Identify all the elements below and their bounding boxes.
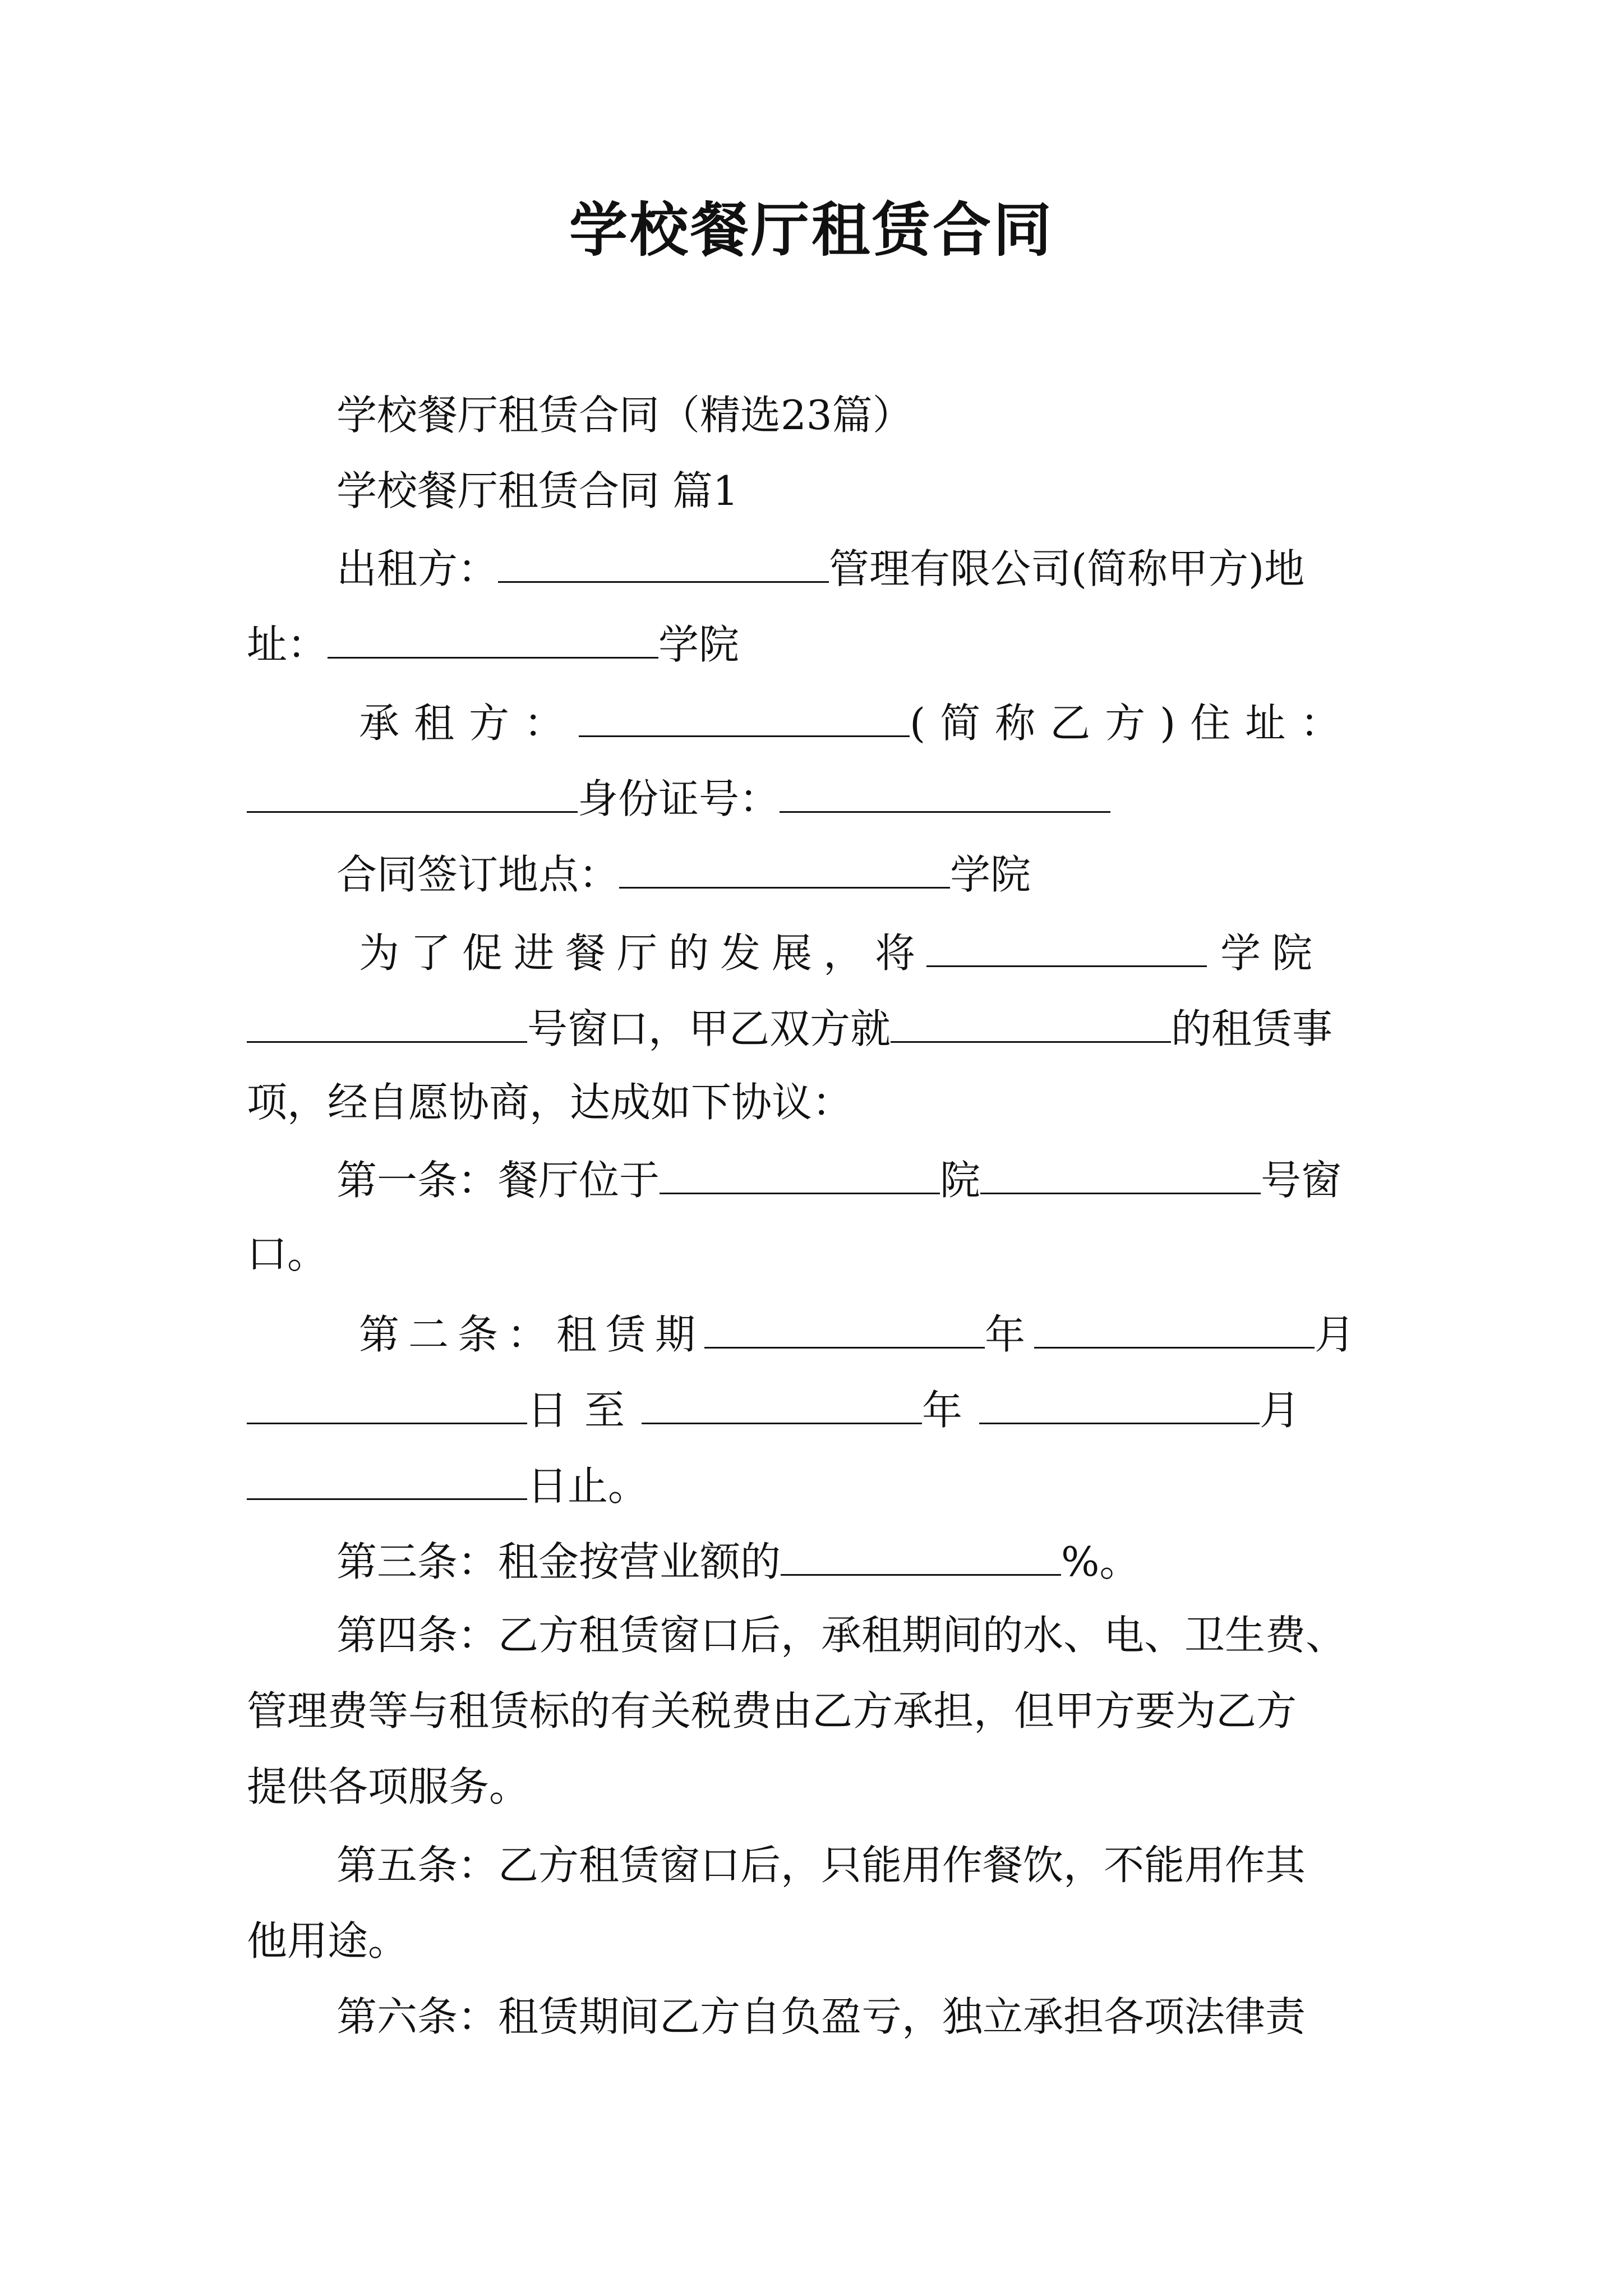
purpose-blank-2[interactable] (247, 999, 527, 1043)
lessee-tail: (简称乙方)住址： (910, 700, 1355, 747)
article-2-text-a: 第二条：租赁期 (359, 1311, 705, 1358)
article-1-text-d: 口。 (247, 1230, 328, 1277)
article-5-text-2: 他用途。 (247, 1917, 409, 1964)
id-number-blank[interactable] (780, 769, 1110, 813)
purpose-line-3 (247, 1074, 1385, 1130)
article-3-text-a: 第三条：租金按营业额的 (336, 1538, 781, 1585)
article-1-line-2 (247, 1226, 1385, 1282)
article-1-blank-1[interactable] (660, 1150, 940, 1194)
purpose-line-1 (247, 923, 1497, 979)
article-4-text-2: 管理费等与租赁标的有关税费由乙方承担，但甲方要为乙方 (247, 1687, 1297, 1734)
purpose-line-2 (247, 999, 1385, 1055)
article-2-blank-3[interactable] (247, 1380, 527, 1424)
article-1-line-1 (247, 1150, 1475, 1206)
article-6-text-1: 第六条：租赁期间乙方自负盈亏，独立承担各项法律责 (336, 1993, 1306, 2040)
lessee-label: 承租方： (359, 700, 579, 747)
section-heading-text: 学校餐厅租赁合同 篇1 (336, 467, 739, 514)
article-4-text-3: 提供各项服务。 (247, 1763, 530, 1810)
article-2-blank-4[interactable] (642, 1380, 922, 1424)
article-6-line-1 (247, 1989, 1475, 2045)
purpose-text-d: 的租赁事 (1171, 1005, 1333, 1052)
lessee-line (247, 693, 1497, 749)
article-2-text-e: 年 (922, 1387, 980, 1434)
purpose-text-c: 号窗口，甲乙双方就 (527, 1005, 891, 1052)
article-1-text-b: 院 (940, 1157, 981, 1204)
article-3-line (247, 1531, 1475, 1588)
sign-place-blank[interactable] (619, 844, 950, 889)
article-4-line-3 (247, 1759, 1385, 1815)
id-label: 身份证号： (578, 775, 780, 822)
lessee-blank[interactable] (579, 693, 910, 737)
article-5-line-1 (247, 1837, 1475, 1893)
lessor-blank[interactable] (498, 539, 829, 583)
article-2-blank-6[interactable] (247, 1456, 527, 1500)
article-1-blank-2[interactable] (980, 1150, 1261, 1194)
article-5-line-2 (247, 1913, 1385, 1969)
lessor-label: 出租方： (336, 545, 499, 592)
lessor-address-blank[interactable] (328, 614, 658, 659)
purpose-text-a: 为了促进餐厅的发展，将 (359, 930, 927, 977)
purpose-text-b: 学院 (1220, 930, 1324, 977)
article-2-blank-1[interactable] (704, 1304, 985, 1349)
article-4-line-1 (247, 1607, 1475, 1663)
sign-place-tail: 学院 (950, 851, 1031, 898)
article-2-text-g: 日止。 (527, 1462, 649, 1510)
article-1-text-a: 第一条：餐厅位于 (336, 1157, 660, 1204)
article-3-text-b: %。 (1061, 1538, 1140, 1585)
article-2-text-b: 年 (985, 1311, 1035, 1358)
article-4-text-1: 第四条：乙方租赁窗口后，承租期间的水、电、卫生费、 (336, 1612, 1347, 1659)
lessor-address-tail: 学院 (658, 621, 740, 668)
article-1-text-c: 号窗 (1261, 1157, 1342, 1204)
document-title: 学校餐厅租赁合同 (569, 195, 1054, 264)
purpose-blank-3[interactable] (891, 999, 1171, 1043)
subtitle-text: 学校餐厅租赁合同（精选23篇） (336, 392, 913, 439)
article-2-text-c: 月 (1315, 1311, 1364, 1358)
purpose-text-e: 项，经自愿协商，达成如下协议： (247, 1079, 853, 1126)
lessee-address-blank[interactable] (247, 769, 578, 813)
subtitle-line (247, 387, 1475, 443)
id-line (247, 769, 1385, 825)
article-2-text-f: 月 (1260, 1387, 1317, 1434)
article-3-blank[interactable] (781, 1531, 1061, 1576)
article-2-text-d: 日至 (527, 1387, 642, 1434)
section-heading (247, 463, 1475, 519)
article-2-blank-5[interactable] (979, 1380, 1260, 1424)
sign-place-label: 合同签订地点： (336, 851, 620, 898)
lessor-address-line (247, 614, 1385, 670)
lessor-address-label: 址： (247, 621, 328, 668)
article-2-line-1 (247, 1304, 1497, 1360)
lessor-company-text: 管理有限公司(简称甲方)地 (829, 545, 1305, 592)
purpose-blank-1[interactable] (926, 923, 1207, 967)
article-2-blank-2[interactable] (1034, 1304, 1315, 1349)
lessor-line (247, 539, 1475, 595)
article-5-text-1: 第五条：乙方租赁窗口后，只能用作餐饮，不能用作其 (336, 1842, 1306, 1889)
sign-place-line (247, 844, 1475, 900)
article-4-line-2 (247, 1683, 1385, 1739)
article-2-line-2 (247, 1380, 1385, 1436)
article-2-line-3 (247, 1456, 1385, 1512)
